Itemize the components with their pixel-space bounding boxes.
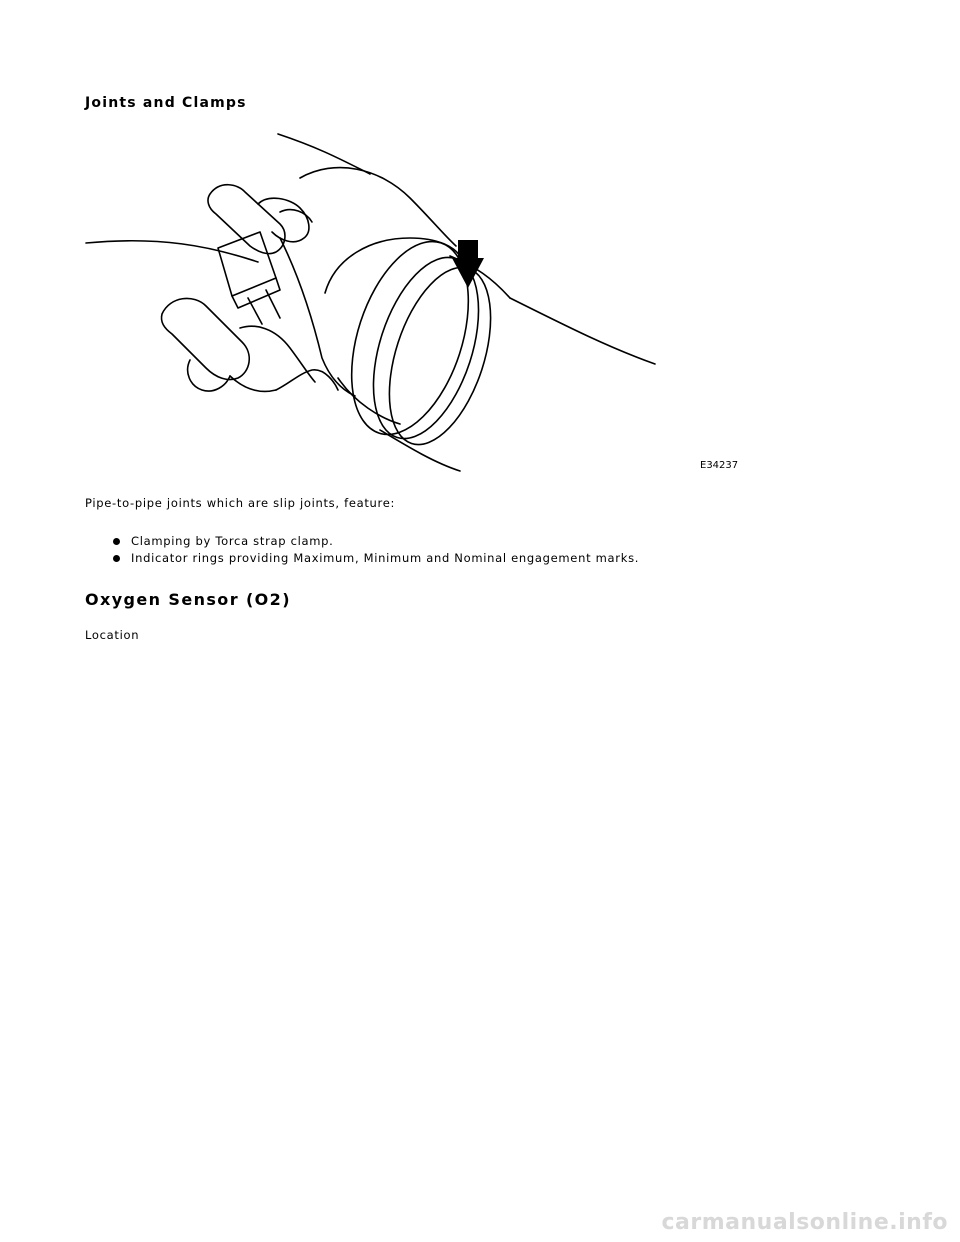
figure-reference-label: E34237 bbox=[700, 460, 739, 471]
list-item bbox=[113, 550, 639, 567]
section-heading-oxygen-sensor: Oxygen Sensor (O2) bbox=[85, 590, 291, 609]
intro-paragraph: Pipe-to-pipe joints which are slip joints, feature: bbox=[85, 496, 396, 510]
feature-list bbox=[113, 533, 639, 567]
list-item-text: Clamping by Torca strap clamp. bbox=[131, 534, 334, 548]
engagement-arrow-icon bbox=[452, 240, 484, 288]
clamp-illustration bbox=[80, 128, 760, 478]
bullet-icon bbox=[113, 555, 120, 562]
bullet-icon bbox=[113, 538, 120, 545]
section-heading-joints-clamps: Joints and Clamps bbox=[85, 95, 247, 111]
list-item bbox=[113, 533, 639, 550]
watermark-text: carmanualsonline.info bbox=[661, 1210, 948, 1235]
clamp-drawing bbox=[86, 134, 655, 471]
list-item-text: Indicator rings providing Maximum, Minimum and Nominal engagement marks. bbox=[131, 551, 640, 565]
location-label: Location bbox=[85, 628, 140, 642]
